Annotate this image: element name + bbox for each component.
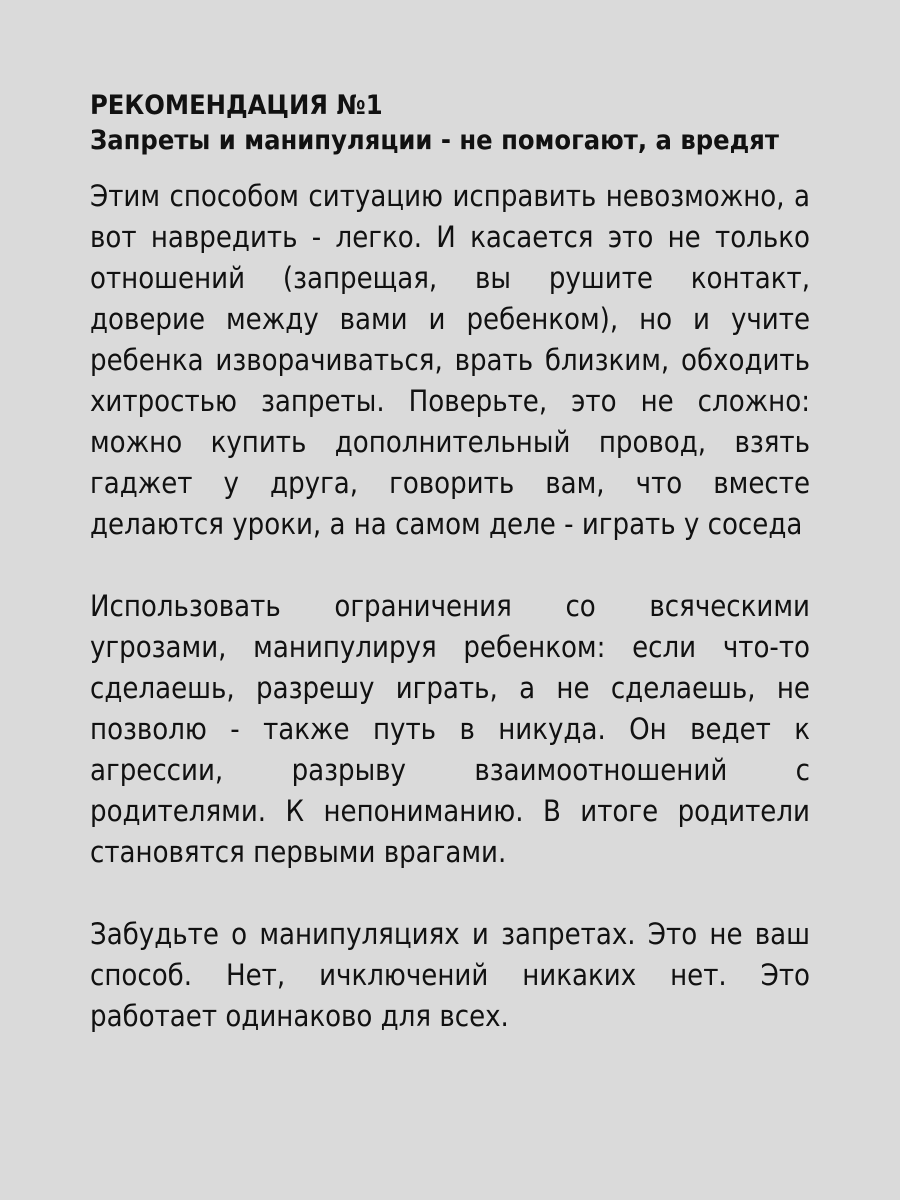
- recommendation-number: РЕКОМЕНДАЦИЯ №1: [90, 90, 383, 121]
- recommendation-title: Запреты и манипуляции - не помогают, а вредят: [90, 125, 779, 156]
- paragraph-1: Этим способом ситуацию исправить невозможно, а вот навредить - легко. И касается это не только отношений (запрещая, вы рушите контакт, доверие между вами и ребенком), но и учите ребенка изворачиваться, врать близким, обходить хитростью запреты. Поверьте, это не сложно: можно купить дополнительный провод, взять гаджет у друга, говорить вам, что вместе делаются уроки, а на самом деле - играть у соседа: [90, 179, 810, 541]
- paragraph-3: Забудьте о манипуляциях и запретах. Это не ваш способ. Нет, ичключений никаких нет. Это работает одинаково для всех.: [90, 917, 810, 1033]
- paragraph-2: Использовать ограничения со всяческими угрозами, манипулируя ребенком: если что-то сделаешь, разрешу играть, а не сделаешь, не позволю - также путь в никуда. Он ведет к агрессии, разрыву взаимоотношений с родителями. К непониманию. В итоге родители становятся первыми врагами.: [90, 589, 810, 869]
- recommendation-heading: [90, 88, 810, 158]
